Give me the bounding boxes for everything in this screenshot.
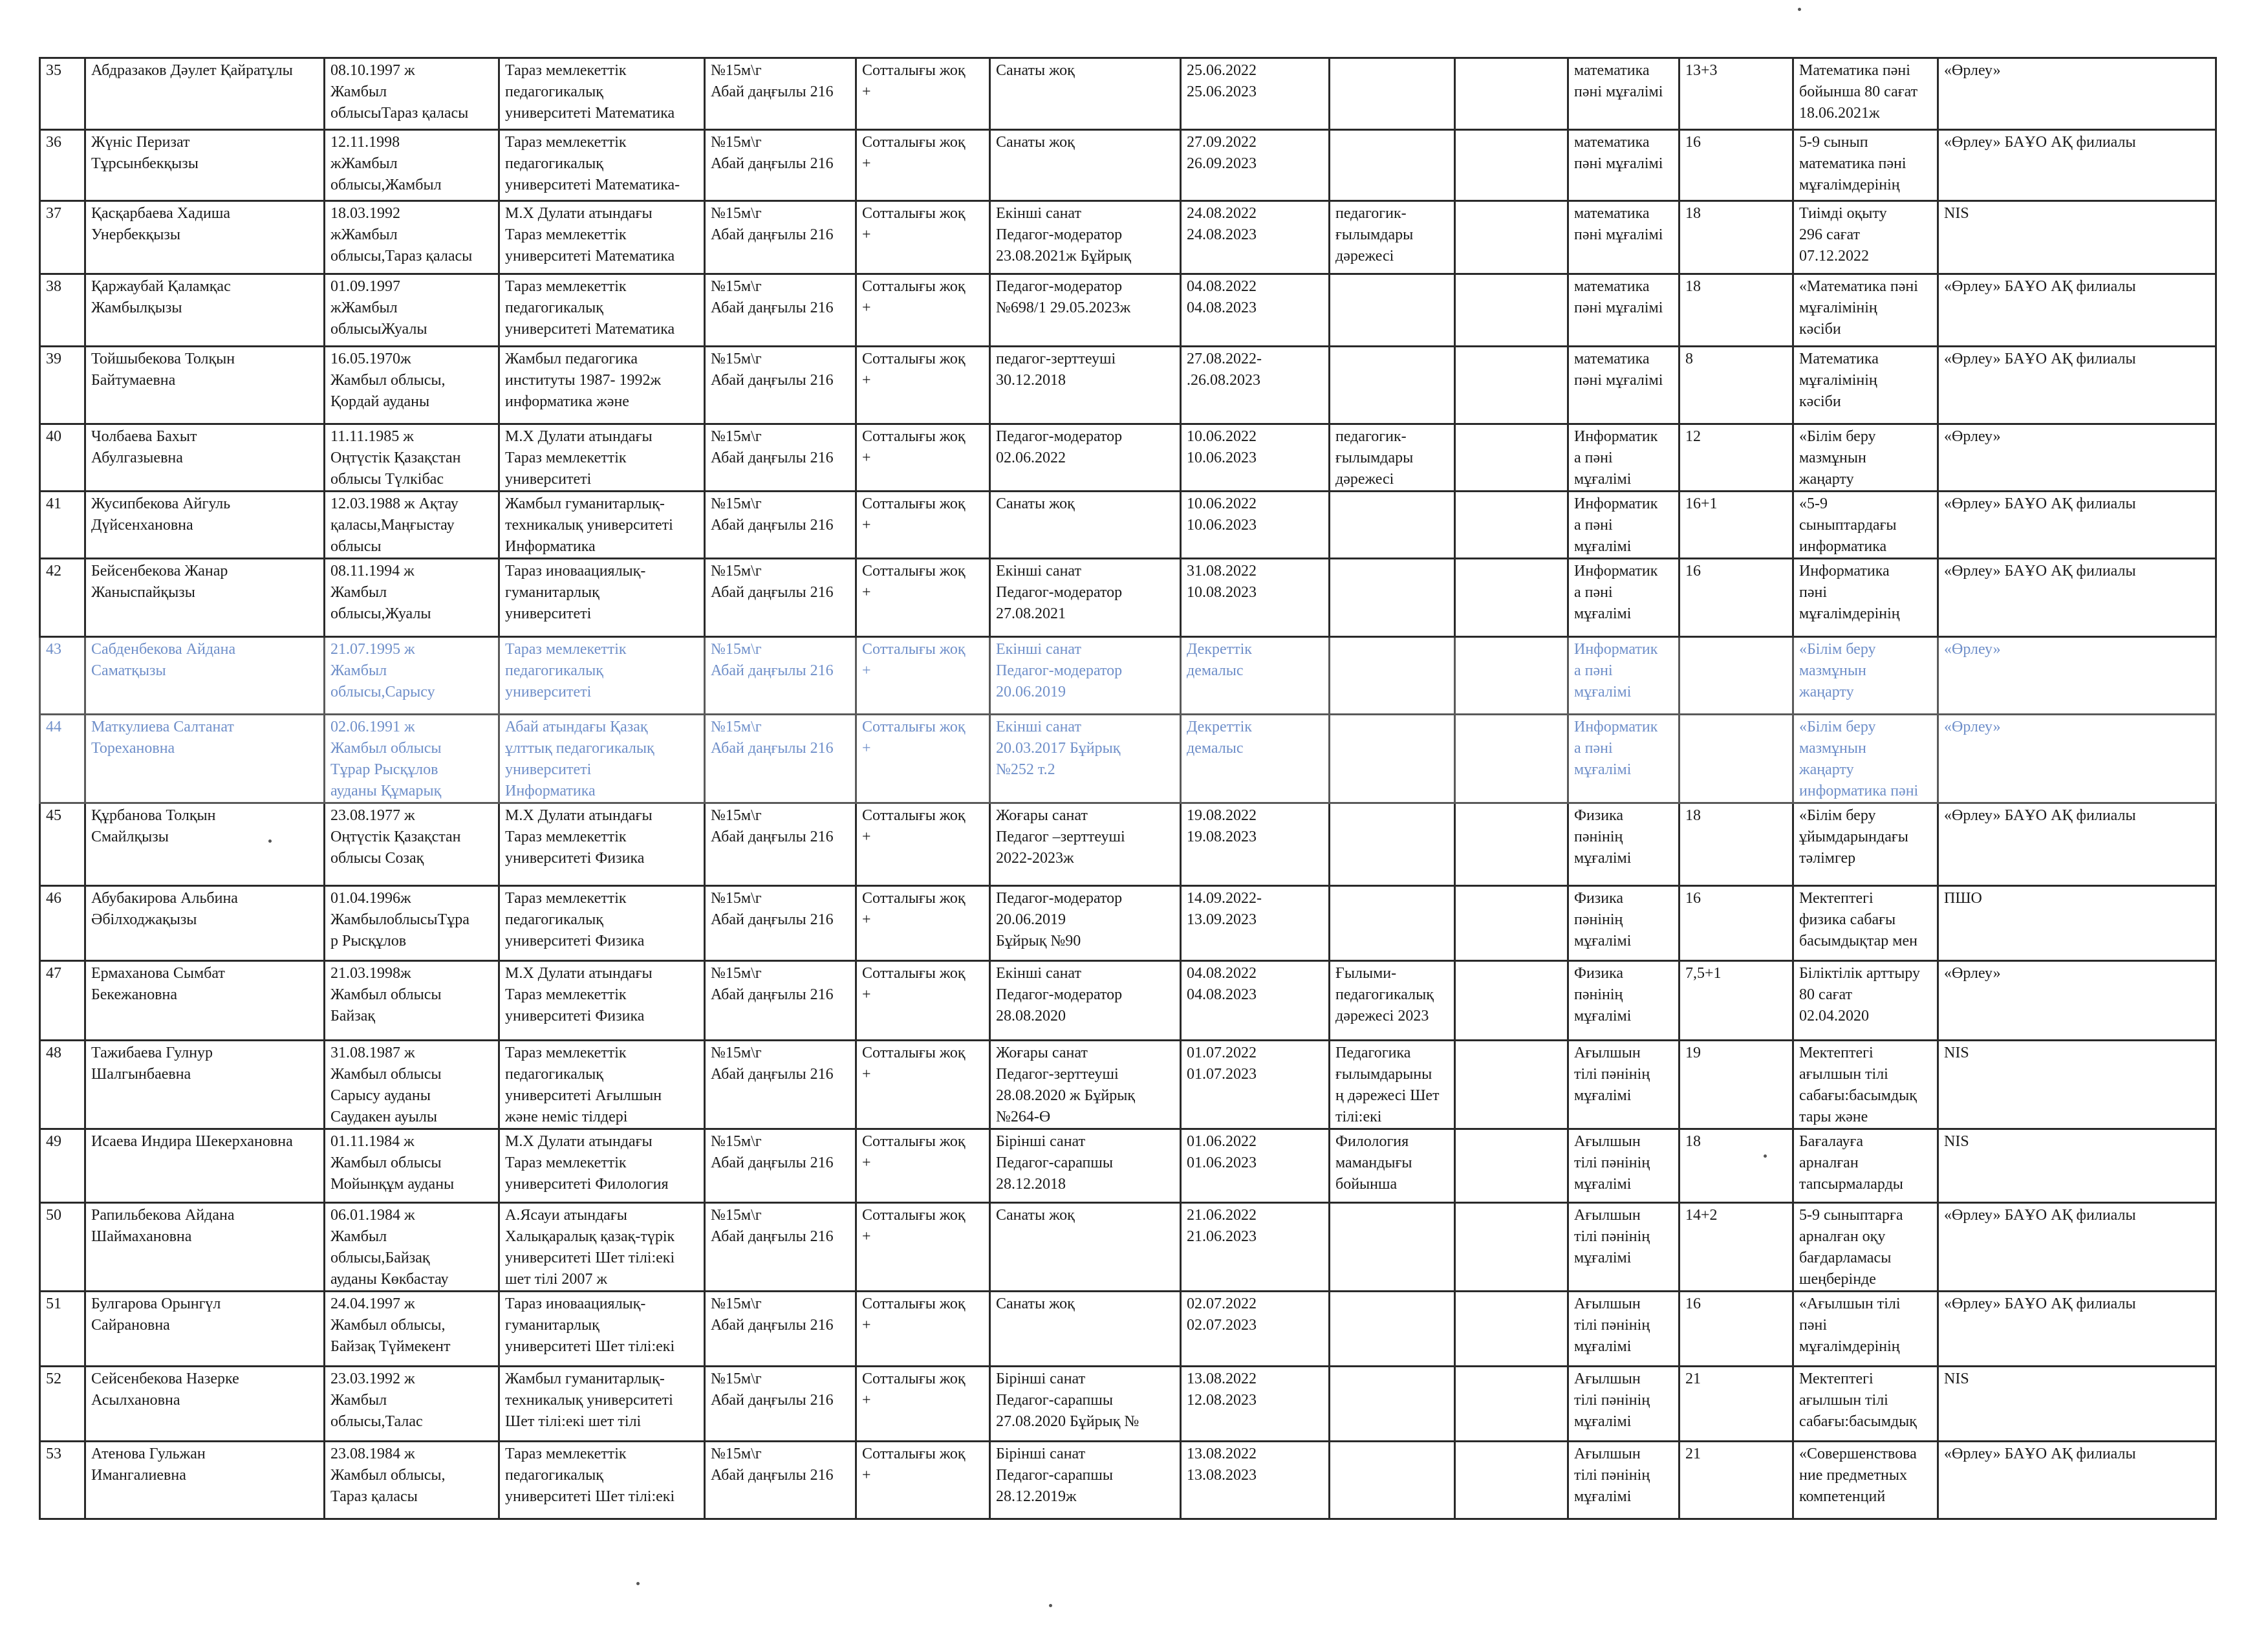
cell-category: Бірінші санат Педагог-сарапшы 28.12.2018 bbox=[990, 1129, 1181, 1203]
cell-record: Сотталығы жоқ + bbox=[856, 201, 990, 274]
cell-num: 47 bbox=[40, 961, 85, 1041]
cell-degree bbox=[1330, 715, 1455, 803]
cell-dates: 13.08.2022 12.08.2023 bbox=[1181, 1367, 1330, 1442]
cell-contract: №15м\г Абай даңғылы 216 bbox=[705, 1442, 856, 1519]
cell-education: Жамбыл педагогика институты 1987- 1992ж информатика және bbox=[499, 347, 705, 424]
cell-num: 38 bbox=[40, 274, 85, 347]
cell-extra bbox=[1455, 715, 1568, 803]
cell-name: Абубакирова Альбина Әбілходжақызы bbox=[85, 886, 325, 961]
cell-hours: 19 bbox=[1679, 1041, 1793, 1129]
cell-num: 43 bbox=[40, 637, 85, 715]
cell-hours: 16 bbox=[1679, 1292, 1793, 1367]
cell-degree bbox=[1330, 886, 1455, 961]
cell-birth: 01.11.1984 ж Жамбыл облысы Мойынқұм ауданы bbox=[325, 1129, 499, 1203]
cell-position: математика пәні мұғалімі bbox=[1568, 201, 1679, 274]
cell-birth: 01.04.1996ж ЖамбылоблысыТұра р Рысқұлов bbox=[325, 886, 499, 961]
cell-degree bbox=[1330, 274, 1455, 347]
cell-contract: №15м\г Абай даңғылы 216 bbox=[705, 886, 856, 961]
cell-num: 40 bbox=[40, 424, 85, 492]
cell-birth: 11.11.1985 ж Оңтүстік Қазақстан облысы Түлкібас bbox=[325, 424, 499, 492]
cell-category: Санаты жоқ bbox=[990, 1203, 1181, 1292]
cell-birth: 23.08.1984 ж Жамбыл облысы, Тараз қаласы bbox=[325, 1442, 499, 1519]
cell-record: Сотталығы жоқ + bbox=[856, 424, 990, 492]
cell-course: Математика пәні бойынша 80 сағат 18.06.2021ж bbox=[1793, 58, 1938, 130]
table-row bbox=[40, 715, 2216, 803]
cell-name: Бейсенбекова Жанар Жаныспайқызы bbox=[85, 559, 325, 637]
cell-name: Маткулиева Салтанат Торехановна bbox=[85, 715, 325, 803]
cell-extra bbox=[1455, 1367, 1568, 1442]
cell-education: А.Ясауи атындағы Халықаралық қазақ-түрік университеті Шет тілі:екі шет тілі 2007 ж bbox=[499, 1203, 705, 1292]
cell-dates: 13.08.2022 13.08.2023 bbox=[1181, 1442, 1330, 1519]
cell-position: математика пәні мұғалімі bbox=[1568, 274, 1679, 347]
cell-category: Санаты жоқ bbox=[990, 58, 1181, 130]
cell-contract: №15м\г Абай даңғылы 216 bbox=[705, 637, 856, 715]
cell-position: Физика пәнінің мұғалімі bbox=[1568, 886, 1679, 961]
cell-degree bbox=[1330, 492, 1455, 559]
cell-education: Абай атындағы Қазақ ұлттық педагогикалық университеті Информатика bbox=[499, 715, 705, 803]
table-row bbox=[40, 201, 2216, 274]
cell-position: Физика пәнінің мұғалімі bbox=[1568, 803, 1679, 886]
cell-category: Екінші санат Педагог-модератор 23.08.2021ж Бұйрық bbox=[990, 201, 1181, 274]
cell-contract: №15м\г Абай даңғылы 216 bbox=[705, 803, 856, 886]
cell-contract: №15м\г Абай даңғылы 216 bbox=[705, 1367, 856, 1442]
cell-category: Педагог-модератор 02.06.2022 bbox=[990, 424, 1181, 492]
cell-record: Сотталығы жоқ + bbox=[856, 886, 990, 961]
cell-provider: «Өрлеу» БАҰО АҚ филиалы bbox=[1938, 130, 2216, 201]
cell-name: Жүніс Перизат Тұрсынбекқызы bbox=[85, 130, 325, 201]
cell-category: Екінші санат Педагог-модератор 20.06.2019 bbox=[990, 637, 1181, 715]
table-row bbox=[40, 1203, 2216, 1292]
cell-hours: 18 bbox=[1679, 201, 1793, 274]
table-row bbox=[40, 58, 2216, 130]
cell-dates: 14.09.2022- 13.09.2023 bbox=[1181, 886, 1330, 961]
cell-category: Жоғары санат Педагог –зерттеуші 2022-2023ж bbox=[990, 803, 1181, 886]
cell-course: «Совершенствова ние предметных компетенций bbox=[1793, 1442, 1938, 1519]
cell-num: 48 bbox=[40, 1041, 85, 1129]
cell-num: 44 bbox=[40, 715, 85, 803]
cell-record: Сотталығы жоқ + bbox=[856, 58, 990, 130]
cell-dates: 04.08.2022 04.08.2023 bbox=[1181, 961, 1330, 1041]
cell-birth: 02.06.1991 ж Жамбыл облысы Тұрар Рысқұлов ауданы Құмарық bbox=[325, 715, 499, 803]
cell-education: Жамбыл гуманитарлық- техникалық университеті Шет тілі:екі шет тілі bbox=[499, 1367, 705, 1442]
cell-record: Сотталығы жоқ + bbox=[856, 492, 990, 559]
cell-contract: №15м\г Абай даңғылы 216 bbox=[705, 274, 856, 347]
cell-education: М.Х Дулати атындағы Тараз мемлекеттік университеті Физика bbox=[499, 803, 705, 886]
cell-provider: «Өрлеу» БАҰО АҚ филиалы bbox=[1938, 559, 2216, 637]
cell-position: Ағылшын тілі пәнінің мұғалімі bbox=[1568, 1129, 1679, 1203]
cell-course: Мектептегі ағылшын тілі сабағы:басымдық тары және bbox=[1793, 1041, 1938, 1129]
cell-num: 37 bbox=[40, 201, 85, 274]
cell-dates: 27.08.2022- .26.08.2023 bbox=[1181, 347, 1330, 424]
cell-degree: Филология мамандығы бойынша bbox=[1330, 1129, 1455, 1203]
cell-record: Сотталығы жоқ + bbox=[856, 1129, 990, 1203]
cell-hours: 21 bbox=[1679, 1442, 1793, 1519]
table-row bbox=[40, 637, 2216, 715]
cell-contract: №15м\г Абай даңғылы 216 bbox=[705, 201, 856, 274]
cell-position: Ағылшын тілі пәнінің мұғалімі bbox=[1568, 1041, 1679, 1129]
cell-position: математика пәні мұғалімі bbox=[1568, 130, 1679, 201]
cell-hours: 13+3 bbox=[1679, 58, 1793, 130]
cell-birth: 21.07.1995 ж Жамбыл облысы,Сарысу bbox=[325, 637, 499, 715]
cell-course: «Білім беру ұйымдарындағы тәлімгер bbox=[1793, 803, 1938, 886]
cell-provider: «Өрлеу» БАҰО АҚ филиалы bbox=[1938, 492, 2216, 559]
cell-num: 50 bbox=[40, 1203, 85, 1292]
cell-category: Екінші санат 20.03.2017 Бұйрық №252 т.2 bbox=[990, 715, 1181, 803]
cell-name: Құрбанова Толқын Смайлқызы bbox=[85, 803, 325, 886]
cell-category: Педагог-модератор 20.06.2019 Бұйрық №90 bbox=[990, 886, 1181, 961]
cell-position: Ағылшын тілі пәнінің мұғалімі bbox=[1568, 1292, 1679, 1367]
cell-course: Мектептегі физика сабағы басымдықтар мен bbox=[1793, 886, 1938, 961]
cell-num: 41 bbox=[40, 492, 85, 559]
cell-contract: №15м\г Абай даңғылы 216 bbox=[705, 1129, 856, 1203]
cell-degree: педагогик- ғылымдары дәрежесі bbox=[1330, 424, 1455, 492]
cell-provider: NIS bbox=[1938, 1129, 2216, 1203]
cell-record: Сотталығы жоқ + bbox=[856, 274, 990, 347]
cell-name: Тажибаева Гулнур Шалгынбаевна bbox=[85, 1041, 325, 1129]
cell-education: Тараз мемлекеттік педагогикалық университеті Ағылшын және неміс тілдері bbox=[499, 1041, 705, 1129]
cell-hours: 21 bbox=[1679, 1367, 1793, 1442]
cell-education: Тараз мемлекеттік педагогикалық университеті Математика bbox=[499, 274, 705, 347]
cell-education: М.Х Дулати атындағы Тараз мемлекеттік университеті Физика bbox=[499, 961, 705, 1041]
cell-birth: 01.09.1997 жЖамбыл облысыЖуалы bbox=[325, 274, 499, 347]
cell-record: Сотталығы жоқ + bbox=[856, 1442, 990, 1519]
cell-contract: №15м\г Абай даңғылы 216 bbox=[705, 961, 856, 1041]
cell-record: Сотталығы жоқ + bbox=[856, 559, 990, 637]
cell-birth: 24.04.1997 ж Жамбыл облысы, Байзақ Түймекент bbox=[325, 1292, 499, 1367]
cell-provider: «Өрлеу» БАҰО АҚ филиалы bbox=[1938, 274, 2216, 347]
cell-record: Сотталығы жоқ + bbox=[856, 961, 990, 1041]
cell-provider: «Өрлеу» bbox=[1938, 637, 2216, 715]
cell-degree bbox=[1330, 1442, 1455, 1519]
cell-extra bbox=[1455, 201, 1568, 274]
cell-extra bbox=[1455, 1041, 1568, 1129]
cell-num: 35 bbox=[40, 58, 85, 130]
cell-name: Ермаханова Сымбат Бекежановна bbox=[85, 961, 325, 1041]
cell-name: Қасқарбаева Хадиша Унербекқызы bbox=[85, 201, 325, 274]
cell-course: Біліктілік арттыру 80 сағат 02.04.2020 bbox=[1793, 961, 1938, 1041]
cell-course: «Математика пәні мұғалімінің кәсіби bbox=[1793, 274, 1938, 347]
cell-dates: 27.09.2022 26.09.2023 bbox=[1181, 130, 1330, 201]
cell-hours: 16 bbox=[1679, 130, 1793, 201]
cell-category: Екінші санат Педагог-модератор 27.08.2021 bbox=[990, 559, 1181, 637]
table-row bbox=[40, 1292, 2216, 1367]
cell-course: «5-9 сыныптардағы информатика bbox=[1793, 492, 1938, 559]
cell-position: Ағылшын тілі пәнінің мұғалімі bbox=[1568, 1442, 1679, 1519]
cell-contract: №15м\г Абай даңғылы 216 bbox=[705, 1203, 856, 1292]
cell-name: Исаева Индира Шекерхановна bbox=[85, 1129, 325, 1203]
cell-course: 5-9 сынып математика пәні мұғалімдерінің bbox=[1793, 130, 1938, 201]
cell-contract: №15м\г Абай даңғылы 216 bbox=[705, 559, 856, 637]
cell-course: Бағалауға арналған тапсырмаларды bbox=[1793, 1129, 1938, 1203]
cell-name: Рапильбекова Айдана Шаймахановна bbox=[85, 1203, 325, 1292]
cell-extra bbox=[1455, 274, 1568, 347]
cell-record: Сотталығы жоқ + bbox=[856, 715, 990, 803]
cell-num: 49 bbox=[40, 1129, 85, 1203]
cell-birth: 23.08.1977 ж Оңтүстік Қазақстан облысы Созақ bbox=[325, 803, 499, 886]
cell-record: Сотталығы жоқ + bbox=[856, 1292, 990, 1367]
cell-position: Физика пәнінің мұғалімі bbox=[1568, 961, 1679, 1041]
cell-dates: 01.07.2022 01.07.2023 bbox=[1181, 1041, 1330, 1129]
cell-category: педагог-зерттеуші 30.12.2018 bbox=[990, 347, 1181, 424]
table-row bbox=[40, 1129, 2216, 1203]
cell-record: Сотталығы жоқ + bbox=[856, 637, 990, 715]
cell-provider: NIS bbox=[1938, 1041, 2216, 1129]
cell-category: Бірінші санат Педагог-сарапшы 28.12.2019ж bbox=[990, 1442, 1181, 1519]
cell-extra bbox=[1455, 130, 1568, 201]
cell-hours: 16 bbox=[1679, 886, 1793, 961]
cell-provider: «Өрлеу» БАҰО АҚ филиалы bbox=[1938, 1292, 2216, 1367]
cell-dates: 10.06.2022 10.06.2023 bbox=[1181, 424, 1330, 492]
table-row bbox=[40, 961, 2216, 1041]
cell-provider: «Өрлеу» БАҰО АҚ филиалы bbox=[1938, 1203, 2216, 1292]
cell-birth: 12.03.1988 ж Ақтау қаласы,Маңғыстау облысы bbox=[325, 492, 499, 559]
cell-birth: 06.01.1984 ж Жамбыл облысы,Байзақ ауданы Көкбастау bbox=[325, 1203, 499, 1292]
table-row bbox=[40, 803, 2216, 886]
cell-name: Абдразаков Дәулет Қайратұлы bbox=[85, 58, 325, 130]
cell-num: 42 bbox=[40, 559, 85, 637]
cell-hours: 7,5+1 bbox=[1679, 961, 1793, 1041]
cell-position: Ағылшын тілі пәнінің мұғалімі bbox=[1568, 1203, 1679, 1292]
cell-name: Чолбаева Бахыт Абулгазыевна bbox=[85, 424, 325, 492]
cell-degree bbox=[1330, 803, 1455, 886]
cell-record: Сотталығы жоқ + bbox=[856, 347, 990, 424]
cell-category: Екінші санат Педагог-модератор 28.08.2020 bbox=[990, 961, 1181, 1041]
cell-hours bbox=[1679, 715, 1793, 803]
table-row bbox=[40, 424, 2216, 492]
cell-position: математика пәні мұғалімі bbox=[1568, 58, 1679, 130]
cell-position: Ағылшын тілі пәнінің мұғалімі bbox=[1568, 1367, 1679, 1442]
cell-record: Сотталығы жоқ + bbox=[856, 130, 990, 201]
cell-dates: 02.07.2022 02.07.2023 bbox=[1181, 1292, 1330, 1367]
cell-extra bbox=[1455, 58, 1568, 130]
cell-num: 53 bbox=[40, 1442, 85, 1519]
scan-speck bbox=[636, 1582, 640, 1585]
cell-education: Тараз мемлекеттік педагогикалық университеті Шет тілі:екі bbox=[499, 1442, 705, 1519]
cell-course: «Білім беру мазмұнын жаңарту информатика пәні bbox=[1793, 715, 1938, 803]
cell-position: Информатик а пәні мұғалімі bbox=[1568, 637, 1679, 715]
cell-education: Тараз мемлекеттік педагогикалық университеті Математика bbox=[499, 58, 705, 130]
cell-provider: «Өрлеу» bbox=[1938, 715, 2216, 803]
cell-hours: 18 bbox=[1679, 803, 1793, 886]
cell-provider: «Өрлеу» bbox=[1938, 424, 2216, 492]
cell-birth: 08.10.1997 ж Жамбыл облысыТараз қаласы bbox=[325, 58, 499, 130]
cell-education: Тараз мемлекеттік педагогикалық университеті Физика bbox=[499, 886, 705, 961]
cell-provider: NIS bbox=[1938, 1367, 2216, 1442]
cell-course: «Білім беру мазмұнын жаңарту bbox=[1793, 637, 1938, 715]
cell-birth: 12.11.1998 жЖамбыл облысы,Жамбыл bbox=[325, 130, 499, 201]
cell-birth: 16.05.1970ж Жамбыл облысы, Қордай ауданы bbox=[325, 347, 499, 424]
table-row bbox=[40, 130, 2216, 201]
cell-degree bbox=[1330, 130, 1455, 201]
cell-category: Санаты жоқ bbox=[990, 492, 1181, 559]
cell-birth: 23.03.1992 ж Жамбыл облысы,Талас bbox=[325, 1367, 499, 1442]
cell-course: «Ағылшын тілі пәні мұғалімдерінің bbox=[1793, 1292, 1938, 1367]
cell-education: Тараз иноваациялық- гуманитарлық университеті bbox=[499, 559, 705, 637]
cell-position: Информатик а пәні мұғалімі bbox=[1568, 492, 1679, 559]
cell-education: Тараз мемлекеттік педагогикалық университеті bbox=[499, 637, 705, 715]
table-row bbox=[40, 1442, 2216, 1519]
cell-extra bbox=[1455, 637, 1568, 715]
scan-speck bbox=[268, 839, 272, 843]
cell-category: Педагог-модератор №698/1 29.05.2023ж bbox=[990, 274, 1181, 347]
cell-num: 45 bbox=[40, 803, 85, 886]
cell-degree: Педагогика ғылымдарыны ң дәрежесі Шет тілі:екі bbox=[1330, 1041, 1455, 1129]
cell-degree bbox=[1330, 58, 1455, 130]
cell-name: Сабденбекова Айдана Саматқызы bbox=[85, 637, 325, 715]
cell-category: Бірінші санат Педагог-сарапшы 27.08.2020 Бұйрық № bbox=[990, 1367, 1181, 1442]
cell-degree: Ғылыми- педагогикалық дәрежесі 2023 bbox=[1330, 961, 1455, 1041]
cell-extra bbox=[1455, 1129, 1568, 1203]
cell-degree bbox=[1330, 347, 1455, 424]
cell-dates: 25.06.2022 25.06.2023 bbox=[1181, 58, 1330, 130]
cell-position: математика пәні мұғалімі bbox=[1568, 347, 1679, 424]
cell-provider: «Өрлеу» bbox=[1938, 58, 2216, 130]
cell-contract: №15м\г Абай даңғылы 216 bbox=[705, 347, 856, 424]
cell-extra bbox=[1455, 1203, 1568, 1292]
cell-provider: ПШО bbox=[1938, 886, 2216, 961]
cell-birth: 18.03.1992 жЖамбыл облысы,Тараз қаласы bbox=[325, 201, 499, 274]
cell-name: Булгарова Орынгүл Сайрановна bbox=[85, 1292, 325, 1367]
cell-record: Сотталығы жоқ + bbox=[856, 1041, 990, 1129]
cell-position: Информатик а пәні мұғалімі bbox=[1568, 559, 1679, 637]
scan-speck bbox=[1764, 1154, 1767, 1158]
cell-dates: 19.08.2022 19.08.2023 bbox=[1181, 803, 1330, 886]
cell-extra bbox=[1455, 886, 1568, 961]
cell-num: 39 bbox=[40, 347, 85, 424]
cell-contract: №15м\г Абай даңғылы 216 bbox=[705, 492, 856, 559]
cell-course: Мектептегі ағылшын тілі сабағы:басымдық bbox=[1793, 1367, 1938, 1442]
cell-hours: 14+2 bbox=[1679, 1203, 1793, 1292]
staff-table bbox=[39, 57, 2217, 1520]
cell-course: Тиімді оқыту 296 сағат 07.12.2022 bbox=[1793, 201, 1938, 274]
table-row bbox=[40, 492, 2216, 559]
cell-name: Қаржаубай Қаламқас Жамбылқызы bbox=[85, 274, 325, 347]
cell-dates: 01.06.2022 01.06.2023 bbox=[1181, 1129, 1330, 1203]
cell-dates: Декреттік демалыс bbox=[1181, 715, 1330, 803]
cell-hours: 16+1 bbox=[1679, 492, 1793, 559]
cell-birth: 31.08.1987 ж Жамбыл облысы Сарысу ауданы Саудакен ауылы bbox=[325, 1041, 499, 1129]
cell-education: М.Х Дулати атындағы Тараз мемлекеттік университеті bbox=[499, 424, 705, 492]
cell-provider: NIS bbox=[1938, 201, 2216, 274]
cell-dates: Декреттік демалыс bbox=[1181, 637, 1330, 715]
cell-dates: 21.06.2022 21.06.2023 bbox=[1181, 1203, 1330, 1292]
cell-contract: №15м\г Абай даңғылы 216 bbox=[705, 1292, 856, 1367]
cell-education: М.Х Дулати атындағы Тараз мемлекеттік университеті Филология bbox=[499, 1129, 705, 1203]
cell-record: Сотталығы жоқ + bbox=[856, 1367, 990, 1442]
staff-table-body bbox=[40, 58, 2216, 1519]
cell-num: 46 bbox=[40, 886, 85, 961]
table-row bbox=[40, 274, 2216, 347]
cell-hours: 8 bbox=[1679, 347, 1793, 424]
cell-category: Санаты жоқ bbox=[990, 130, 1181, 201]
cell-contract: №15м\г Абай даңғылы 216 bbox=[705, 424, 856, 492]
cell-dates: 24.08.2022 24.08.2023 bbox=[1181, 201, 1330, 274]
cell-extra bbox=[1455, 424, 1568, 492]
cell-provider: «Өрлеу» bbox=[1938, 961, 2216, 1041]
cell-degree: педагогик- ғылымдары дәрежесі bbox=[1330, 201, 1455, 274]
table-row bbox=[40, 347, 2216, 424]
scan-speck bbox=[1798, 8, 1801, 11]
cell-hours: 18 bbox=[1679, 274, 1793, 347]
cell-extra bbox=[1455, 1442, 1568, 1519]
cell-category: Санаты жоқ bbox=[990, 1292, 1181, 1367]
cell-extra bbox=[1455, 803, 1568, 886]
cell-education: Жамбыл гуманитарлық- техникалық университеті Информатика bbox=[499, 492, 705, 559]
cell-course: Математика мұғалімінің кәсіби bbox=[1793, 347, 1938, 424]
cell-contract: №15м\г Абай даңғылы 216 bbox=[705, 58, 856, 130]
table-row bbox=[40, 1041, 2216, 1129]
scan-speck bbox=[1049, 1604, 1052, 1607]
cell-education: Тараз мемлекеттік педагогикалық университеті Математика- bbox=[499, 130, 705, 201]
cell-extra bbox=[1455, 492, 1568, 559]
cell-position: Информатик а пәні мұғалімі bbox=[1568, 424, 1679, 492]
cell-hours: 18 bbox=[1679, 1129, 1793, 1203]
cell-course: «Білім беру мазмұнын жаңарту bbox=[1793, 424, 1938, 492]
cell-education: Тараз иноваациялық- гуманитарлық университеті Шет тілі:екі bbox=[499, 1292, 705, 1367]
cell-hours: 16 bbox=[1679, 559, 1793, 637]
cell-dates: 04.08.2022 04.08.2023 bbox=[1181, 274, 1330, 347]
cell-education: М.Х Дулати атындағы Тараз мемлекеттік университеті Математика bbox=[499, 201, 705, 274]
cell-birth: 21.03.1998ж Жамбыл облысы Байзақ bbox=[325, 961, 499, 1041]
cell-record: Сотталығы жоқ + bbox=[856, 1203, 990, 1292]
table-row bbox=[40, 559, 2216, 637]
cell-record: Сотталығы жоқ + bbox=[856, 803, 990, 886]
cell-extra bbox=[1455, 559, 1568, 637]
table-row bbox=[40, 1367, 2216, 1442]
cell-degree bbox=[1330, 1367, 1455, 1442]
cell-provider: «Өрлеу» БАҰО АҚ филиалы bbox=[1938, 803, 2216, 886]
cell-provider: «Өрлеу» БАҰО АҚ филиалы bbox=[1938, 347, 2216, 424]
cell-name: Атенова Гульжан Имангалиевна bbox=[85, 1442, 325, 1519]
cell-contract: №15м\г Абай даңғылы 216 bbox=[705, 715, 856, 803]
cell-degree bbox=[1330, 1292, 1455, 1367]
cell-degree bbox=[1330, 1203, 1455, 1292]
cell-extra bbox=[1455, 1292, 1568, 1367]
cell-dates: 10.06.2022 10.06.2023 bbox=[1181, 492, 1330, 559]
cell-num: 52 bbox=[40, 1367, 85, 1442]
cell-name: Жусипбекова Айгуль Дүйсенхановна bbox=[85, 492, 325, 559]
cell-contract: №15м\г Абай даңғылы 216 bbox=[705, 1041, 856, 1129]
cell-course: 5-9 сыныптарға арналған оқу бағдарламасы шеңберінде bbox=[1793, 1203, 1938, 1292]
cell-hours bbox=[1679, 637, 1793, 715]
cell-category: Жоғары санат Педагог-зерттеуші 28.08.2020 ж Бұйрық №264-Ө bbox=[990, 1041, 1181, 1129]
cell-provider: «Өрлеу» БАҰО АҚ филиалы bbox=[1938, 1442, 2216, 1519]
cell-extra bbox=[1455, 961, 1568, 1041]
table-row bbox=[40, 886, 2216, 961]
cell-hours: 12 bbox=[1679, 424, 1793, 492]
cell-num: 36 bbox=[40, 130, 85, 201]
cell-name: Сейсенбекова Назерке Асылхановна bbox=[85, 1367, 325, 1442]
cell-dates: 31.08.2022 10.08.2023 bbox=[1181, 559, 1330, 637]
cell-degree bbox=[1330, 637, 1455, 715]
cell-contract: №15м\г Абай даңғылы 216 bbox=[705, 130, 856, 201]
cell-num: 51 bbox=[40, 1292, 85, 1367]
cell-degree bbox=[1330, 559, 1455, 637]
cell-name: Тойшыбекова Толқын Байтумаевна bbox=[85, 347, 325, 424]
cell-course: Информатика пәні мұғалімдерінің bbox=[1793, 559, 1938, 637]
cell-birth: 08.11.1994 ж Жамбыл облысы,Жуалы bbox=[325, 559, 499, 637]
cell-position: Информатик а пәні мұғалімі bbox=[1568, 715, 1679, 803]
cell-extra bbox=[1455, 347, 1568, 424]
